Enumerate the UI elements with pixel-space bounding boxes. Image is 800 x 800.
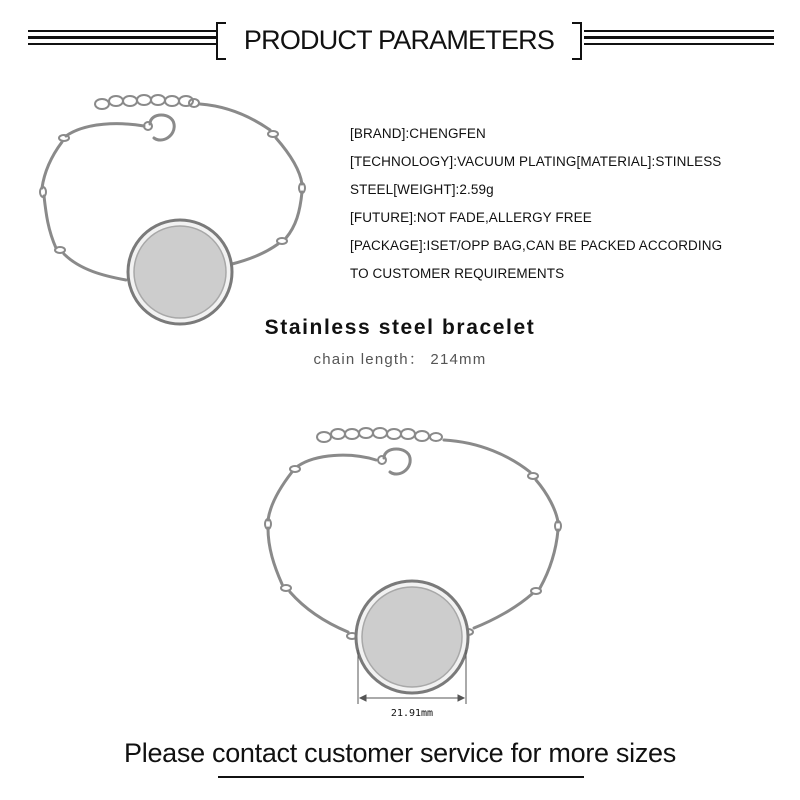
footer-underline bbox=[218, 776, 584, 778]
page-title: PRODUCT PARAMETERS bbox=[243, 25, 555, 55]
bar-chain-right-icon bbox=[444, 440, 561, 635]
param-feature: [FUTURE]:NOT FADE,ALLERGY FREE bbox=[350, 210, 592, 225]
param-package-cont: TO CUSTOMER REQUIREMENTS bbox=[350, 266, 565, 281]
param-weight: STEEL[WEIGHT]:2.59g bbox=[350, 182, 494, 197]
param-package: [PACKAGE]:ISET/OPP BAG,CAN BE PACKED ACCORDING bbox=[350, 238, 723, 253]
chain-length: chain length： 214mm bbox=[313, 351, 487, 368]
round-cabochon-setting-icon bbox=[356, 581, 468, 693]
footer-text: Please contact customer service for more sizes bbox=[124, 738, 676, 768]
lobster-clasp-icon bbox=[378, 449, 410, 474]
product-title: Stainless steel bracelet bbox=[264, 316, 536, 339]
param-brand: [BRAND]:CHENGFEN bbox=[350, 126, 486, 141]
dimension-label: 21.91mm bbox=[390, 708, 434, 719]
bar-chain-left-icon bbox=[265, 455, 376, 639]
extension-chain-icon bbox=[317, 428, 442, 442]
param-technology-material: [TECHNOLOGY]:VACUUM PLATING[MATERIAL]:STINLESS bbox=[350, 154, 722, 169]
